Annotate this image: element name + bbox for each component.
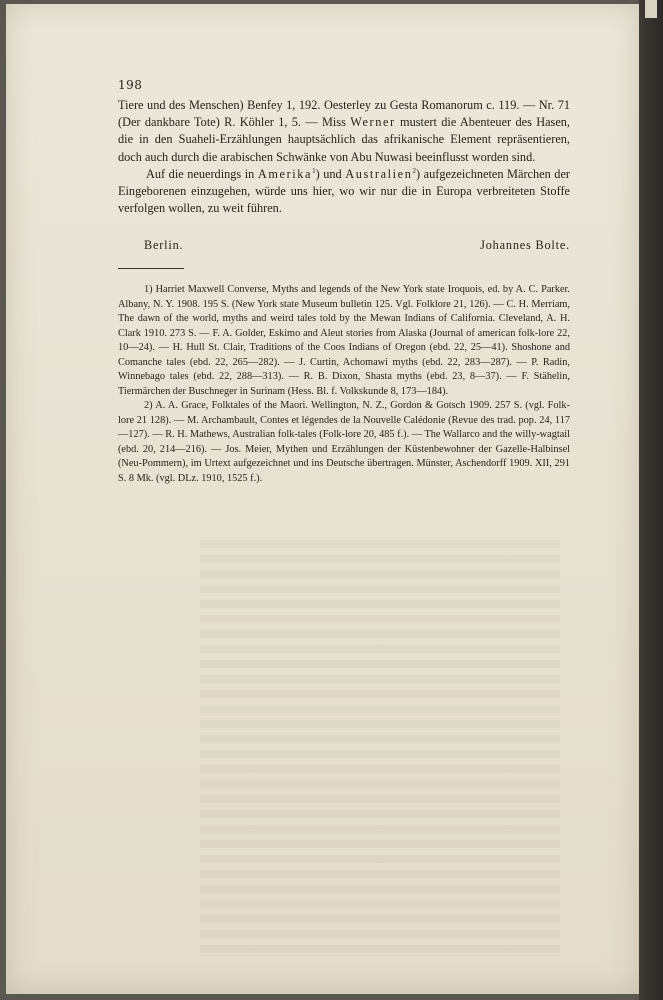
paragraph-2-c: aufgezeichneten Märchen der Eingeborenen einzugehen, würde uns hier, wo wir nur die in Europa verbreiteten Stoffe verfolgen wollen, zu weit führen.	[118, 166, 571, 216]
paragraph-2-a: Auf die neuerdings in	[146, 166, 258, 181]
paragraph-1-rest: mustert die Abenteuer des Hasen, die in den Suaheli-Erzählungen hauptsächlich das afrikanische Element repräsentieren, doch auch durch die arabischen Schwänke von Abu Nuwasi beeinflusst worden sind.	[118, 115, 570, 164]
name-werner: Werner	[350, 115, 396, 130]
footnote-ref-1: 1	[312, 166, 316, 175]
signature-author: Johannes Bolte.	[480, 238, 570, 252]
footnotes	[118, 283, 570, 486]
scan-edge-tab	[645, 0, 657, 18]
word-australien: Australien	[345, 166, 413, 181]
footnote-rule	[118, 268, 184, 269]
signature-place: Berlin.	[144, 238, 184, 252]
scan-edge	[639, 0, 663, 1000]
paragraph-2: Auf die neuerdings in Amerika$^1$) und Australien$^2$) aufgezeichneten Märchen der Eingeborenen einzugehen, würde uns hier, wo wir nur die in Europa verbreiteten Stoffe verfolgen wollen, zu weit führen.	[118, 166, 571, 216]
footnote-1: 1) Harriet Maxwell Converse, Myths and legends of the New York state Iroquois, ed. by A. C. Parker. Albany, N. Y. 1908. 195 S. (New York state Museum bulletin 125. Vgl. Folklore 21, 126). — C. H. Merriam, The dawn of the world, myths and weird tales told by the Mewan Indians of California. Cleveland, A. H. Clark 1910. 273 S. — F. A. Golder, Eskimo and Aleut stories from Alaska (Journal of american folk-lore 22, 10—24). — H. Hull St. Clair, Traditions of the Coos Indians of Oregon (ebd. 22, 25—41). Shoshone and Comanche tales (ebd. 22, 265—282). — J. Curtin, Achomawi myths (ebd. 22, 283—287). — P. Radin, Winnebago tales (ebd. 22, 288—313). — R. B. Dixon, Shasta myths (ebd. 23, 8—37). — F. Stähelin, Tiermärchen der Buschneger in Surinam (Hess. Bl. f. Volkskunde 8, 173—184).	[118, 284, 570, 397]
signature	[144, 238, 570, 253]
body-text	[118, 97, 570, 217]
paragraph-2-b: und	[319, 166, 346, 181]
footnote-ref-2: 2	[412, 166, 416, 175]
word-amerika: Amerika	[257, 166, 313, 181]
paragraph-1-text: Tiere und des Menschen) Benfey 1, 192. Oesterley zu Gesta Romanorum c. 119. — Nr. 71 (Der dankbare Tote) R. Köhler 1, 5. — Miss	[118, 98, 570, 130]
page-number: 198	[118, 78, 143, 92]
paragraph-1	[118, 97, 570, 166]
footnote-2: 2) A. A. Grace, Folktales of the Maori. Wellington, N. Z., Gordon & Gotsch 1909. 257 S. (vgl. Folk-lore 21 128). — M. Archambault, Contes et légendes de la Nouvelle Calédonie (Revue des trad. pop. 24, 117—127). — R. H. Mathews, Australian folk-tales (Folk-lore 20, 485 f.). — The Wallarco and the willy-wagtail (ebd. 20, 214—216). — Jos. Meier, Mythen und Erzählungen der Küstenbewohner der Gazelle-Halbinsel (Neu-Pommern), im Urtext aufgezeichnet und ins Deutsche übertragen. Münster, Aschendorff 1909. XII, 291 S. 8 Mk. (vgl. DLz. 1910, 1525 f.).	[118, 400, 570, 484]
